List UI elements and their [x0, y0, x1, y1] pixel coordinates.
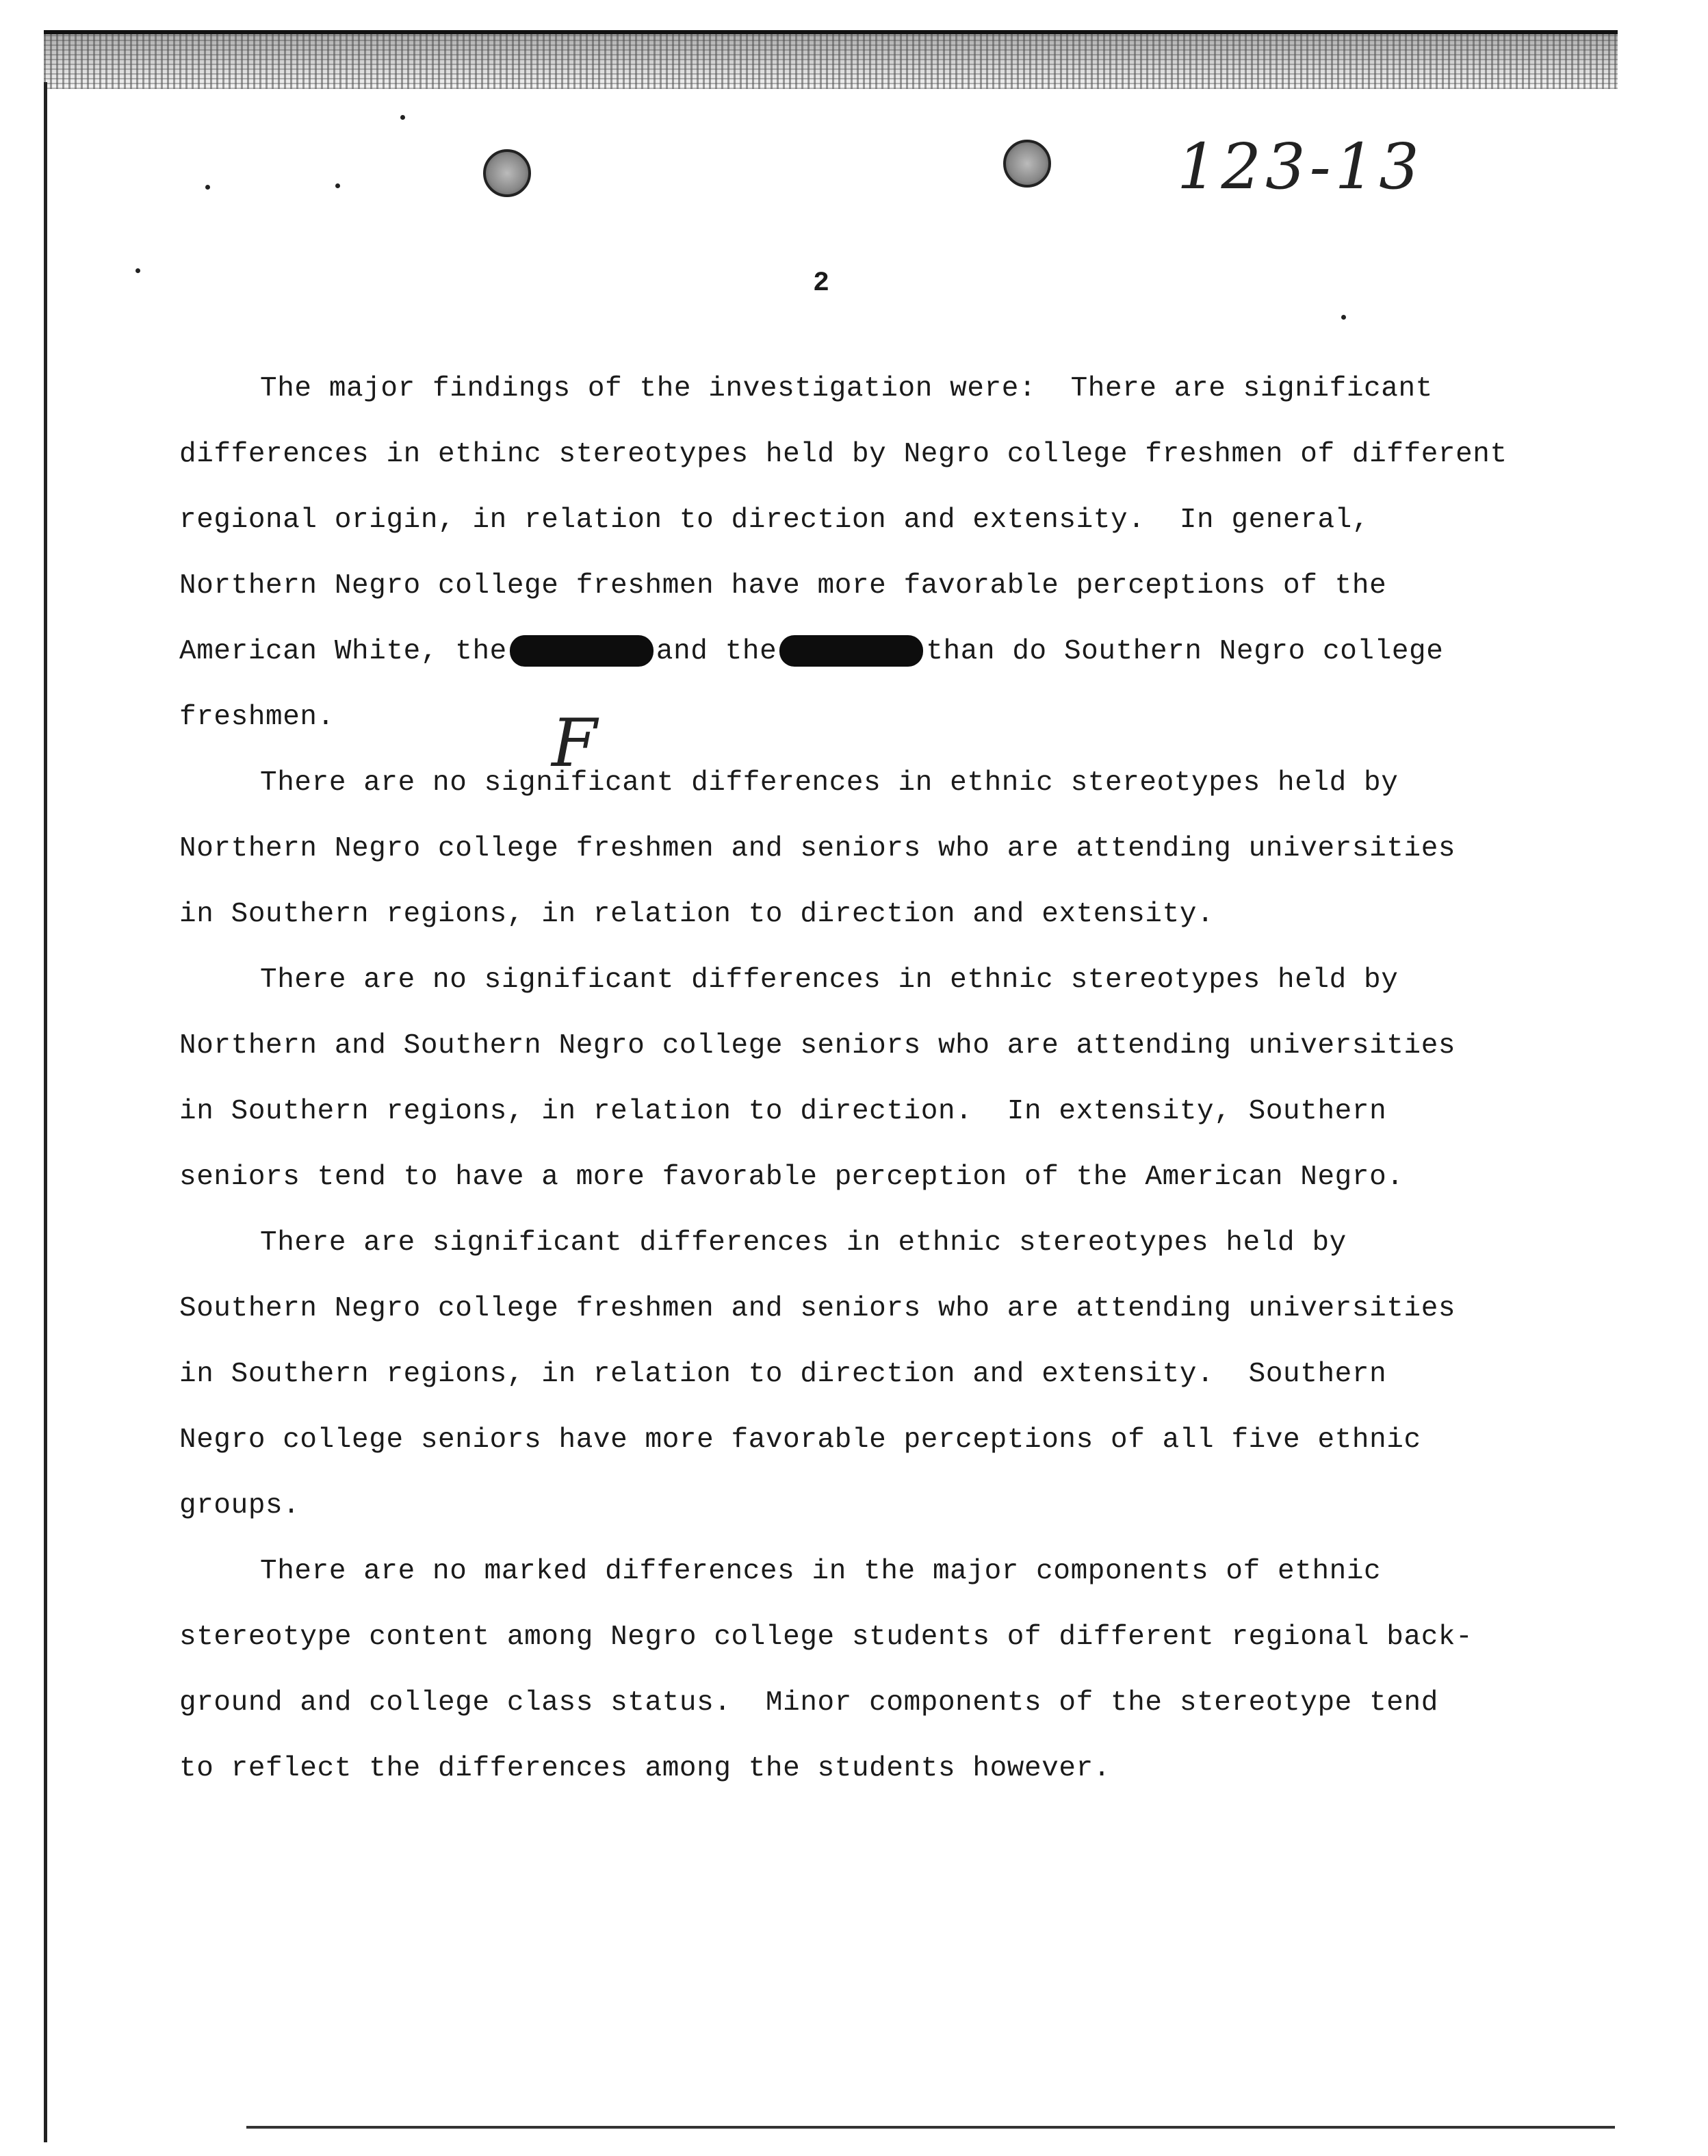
- text-line: differences in ethinc stereotypes held by Negro college freshmen of different: [179, 439, 1508, 470]
- text-line: in Southern regions, in relation to direction. In extensity, Southern: [179, 1096, 1387, 1127]
- text-line: to reflect the differences among the students however.: [179, 1753, 1111, 1784]
- body-text: [179, 356, 1603, 1801]
- scan-speck: [400, 115, 405, 120]
- scan-speck: [135, 268, 140, 273]
- scan-speck: [335, 183, 340, 188]
- page-number: 2: [813, 268, 830, 299]
- text-segment: than do Southern Negro college: [926, 636, 1444, 667]
- text-line: There are no marked differences in the major components of ethnic: [260, 1556, 1382, 1587]
- text-line: groups.: [179, 1490, 300, 1522]
- text-line: ground and college class status. Minor components of the stereotype tend: [179, 1687, 1438, 1719]
- paragraph-4: [179, 1210, 1603, 1539]
- left-border-rule: [44, 82, 47, 2142]
- handwritten-margin-mark: F: [552, 705, 597, 782]
- scan-speck: [205, 185, 210, 190]
- text-line: The major findings of the investigation were: There are significant: [260, 373, 1433, 405]
- handwritten-document-number: 123-13: [1177, 130, 1423, 203]
- text-line: There are significant differences in ethnic stereotypes held by: [260, 1227, 1347, 1259]
- text-segment: American White, the: [179, 636, 507, 667]
- text-line: Northern and Southern Negro college seniors who are attending universities: [179, 1030, 1456, 1062]
- punch-hole-icon: [1003, 140, 1051, 188]
- redacted-text-line: [179, 619, 1603, 684]
- text-line: Negro college seniors have more favorable perceptions of all five ethnic: [179, 1424, 1421, 1456]
- paragraph-2: [179, 750, 1603, 947]
- redaction-mark: [779, 635, 923, 667]
- text-line: in Southern regions, in relation to direction and extensity. Southern: [179, 1359, 1387, 1390]
- text-segment: and the: [656, 636, 777, 667]
- paragraph-1: [179, 356, 1603, 750]
- text-line: in Southern regions, in relation to direction and extensity.: [179, 899, 1215, 930]
- scan-noise-band: [44, 34, 1618, 89]
- text-line: There are no significant differences in ethnic stereotypes held by: [260, 964, 1399, 996]
- paragraph-3: [179, 947, 1603, 1210]
- punch-hole-icon: [483, 149, 531, 197]
- text-line: seniors tend to have a more favorable perception of the American Negro.: [179, 1162, 1404, 1193]
- text-line: There are no significant differences in ethnic stereotypes held by: [260, 767, 1399, 799]
- text-line: regional origin, in relation to direction and extensity. In general,: [179, 504, 1370, 536]
- scan-speck: [1341, 315, 1346, 320]
- paragraph-5: [179, 1539, 1603, 1801]
- bottom-border-rule: [246, 2126, 1615, 2129]
- text-line: Northern Negro college freshmen and seniors who are attending universities: [179, 833, 1456, 864]
- text-line: Southern Negro college freshmen and seniors who are attending universities: [179, 1293, 1456, 1324]
- text-line: stereotype content among Negro college students of different regional back-: [179, 1621, 1473, 1653]
- redaction-mark: [510, 635, 654, 667]
- text-line: Northern Negro college freshmen have more favorable perceptions of the: [179, 570, 1387, 602]
- text-line: freshmen.: [179, 702, 335, 733]
